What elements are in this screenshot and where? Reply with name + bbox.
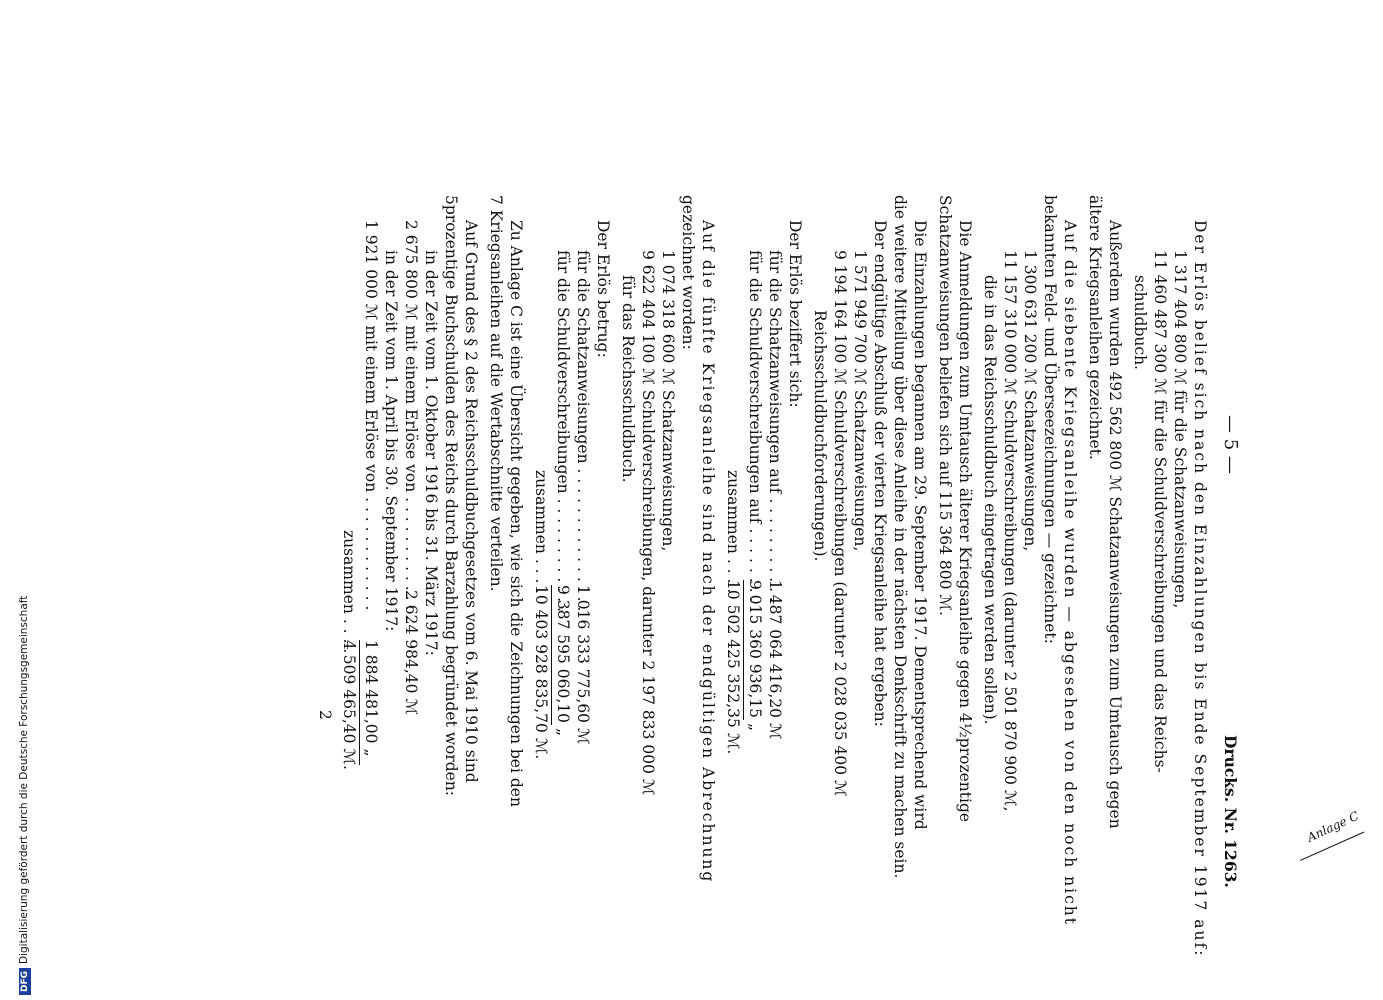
paragraph-line: 11 460 487 300 ℳ für die Schuldverschreibungen und das Reichs- <box>1151 250 1169 773</box>
paragraph-line: Auf Grund des § 2 des Reichsschuldbuchgesetzes vom 6. Mai 1910 sind <box>462 220 480 783</box>
sum-rule <box>551 585 552 725</box>
paragraph-line: 1 571 949 700 ℳ Schatzanweisungen, <box>851 250 869 552</box>
paragraph-line: Die Anmeldungen zum Umtausch älterer Kriegsanleihe gegen 4½prozentige <box>956 220 974 823</box>
paragraph-line: Der Erlös betrug: <box>594 220 612 358</box>
dfg-logo: DFG <box>19 968 31 995</box>
paragraph-line: 7 Kriegsanleihen auf die Wertabschnitte verteilen. <box>487 195 505 592</box>
paragraph-line: 11 157 310 000 ℳ Schuldverschreibungen (darunter 2 501 870 900 ℳ, <box>1001 250 1019 812</box>
sum-rule <box>743 580 744 720</box>
paragraph-line: 5prozentige Buchschulden des Reichs durch Barzahlung begründet worden: <box>442 195 460 797</box>
amount: 2 624 984,40 ℳ <box>402 590 420 716</box>
paragraph-line: schuldbuch. <box>1131 275 1149 370</box>
paragraph-line: bekannten Feld- und Überseezeichnungen — gezeichnet: <box>1041 195 1059 644</box>
signature-mark: 2 <box>316 710 334 720</box>
paragraph-line: 1 074 318 600 ℳ Schatzanweisungen, <box>659 250 677 552</box>
paragraph-line: gezeichnet worden: <box>679 195 697 350</box>
paragraph-line: in der Zeit vom 1. April bis 30. September 1917: <box>382 250 400 632</box>
paragraph-line: Die Einzahlungen begannen am 29. September 1917. Dementsprechend wird <box>911 220 929 830</box>
paragraph-line: 1 317 404 800 ℳ für die Schatzanweisungen, <box>1171 250 1189 609</box>
paragraph-line: Schatzanweisungen beliefen sich auf 115 364 800 ℳ. <box>936 195 954 616</box>
paragraph-line: die weitere Mitteilung über diese Anleihe in der nächsten Denkschrift zu machen sein. <box>891 195 909 879</box>
paragraph-line: zusammen . . . . <box>724 470 742 594</box>
paragraph-line: Der Erlös beziffert sich: <box>786 220 804 408</box>
paragraph-line: 9 622 404 100 ℳ Schuldverschreibungen, darunter 2 197 833 000 ℳ <box>639 250 657 796</box>
paragraph-line: für die Schatzanweisungen auf . . . . . . . . . . . <box>766 250 784 602</box>
paragraph-line: Der Erlös belief sich nach den Einzahlungen bis Ende September 1917 auf: <box>1191 220 1209 958</box>
amount: 10 403 928 835,70 ℳ. <box>532 585 550 760</box>
paragraph-line: für die Schuldverschreibungen . . . . . . . . . . . . <box>554 250 572 612</box>
rotated-text-block <box>130 170 1241 958</box>
paragraph-line: Zu Anlage C ist eine Übersicht gegeben, wie sich die Zeichnungen bei den <box>507 220 525 807</box>
paragraph-line: 2 675 800 ℳ mit einem Erlöse von . . . . . . . . . . . . . <box>402 220 420 621</box>
amount: 10 502 425 352,35 ℳ. <box>724 580 742 755</box>
paragraph-line: zusammen . . . . <box>532 470 550 594</box>
paragraph-line: 1 921 000 ℳ mit einem Erlöse von . . . . . . . . . . . . <box>362 220 380 611</box>
footer-text: Digitalisierung gefördert durch die Deutsche Forschungsgemeinschaft <box>18 595 30 964</box>
paragraph-line: ältere Kriegsanleihen gezeichnet. <box>1086 195 1104 460</box>
paragraph-line: Außerdem wurden 492 562 800 ℳ Schatzanweisungen zum Umtausch gegen <box>1106 220 1124 829</box>
paragraph-line: Auf die fünfte Kriegsanleihe sind nach der endgültigen Abrechnung <box>699 220 717 884</box>
page-number: — 5 — <box>1220 415 1241 474</box>
paragraph-line: Auf die siebente Kriegsanleihe wurden — abgesehen von den noch nicht <box>1061 220 1079 926</box>
drucksache-number: Drucks. Nr. 1263. <box>1221 735 1240 888</box>
paragraph-line: Der endgültige Abschluß der vierten Kriegsanleihe hat ergeben: <box>871 220 889 727</box>
amount: 1 016 333 775,60 ℳ <box>574 585 592 745</box>
paragraph-line: 1 300 631 200 ℳ Schatzanweisungen, <box>1021 250 1039 552</box>
paragraph-line: zusammen . . . . <box>340 530 358 654</box>
amount: 9 387 595 060,10 „ <box>554 585 572 737</box>
paragraph-line: 9 194 164 100 ℳ Schuldverschreibungen (darunter 2 028 035 400 ℳ <box>831 250 849 797</box>
amount: 1 487 064 416,20 ℳ <box>766 580 784 740</box>
paragraph-line: die in das Reichsschuldbuch eingetragen werden sollen). <box>981 275 999 725</box>
amount: 4 509 465,40 ℳ. <box>340 640 358 770</box>
paragraph-line: für die Schatzanweisungen . . . . . . . . . . . . . . . <box>574 250 592 612</box>
digitization-footer <box>18 596 31 995</box>
sum-rule <box>359 640 360 765</box>
amount: 1 884 481,00 „ <box>362 640 380 757</box>
paragraph-line: Reichsschuldbuchforderungen). <box>811 310 829 562</box>
paragraph-line: für das Reichsschuldbuch. <box>619 275 637 483</box>
amount: 9 015 360 936,15 „ <box>746 580 764 732</box>
margin-note: Anlage C <box>1305 808 1361 845</box>
paragraph-line: für die Schuldverschreibungen auf . . . . . . . . . <box>746 250 764 613</box>
paragraph-line: in der Zeit vom 1. Oktober 1916 bis 31. März 1917: <box>422 250 440 656</box>
